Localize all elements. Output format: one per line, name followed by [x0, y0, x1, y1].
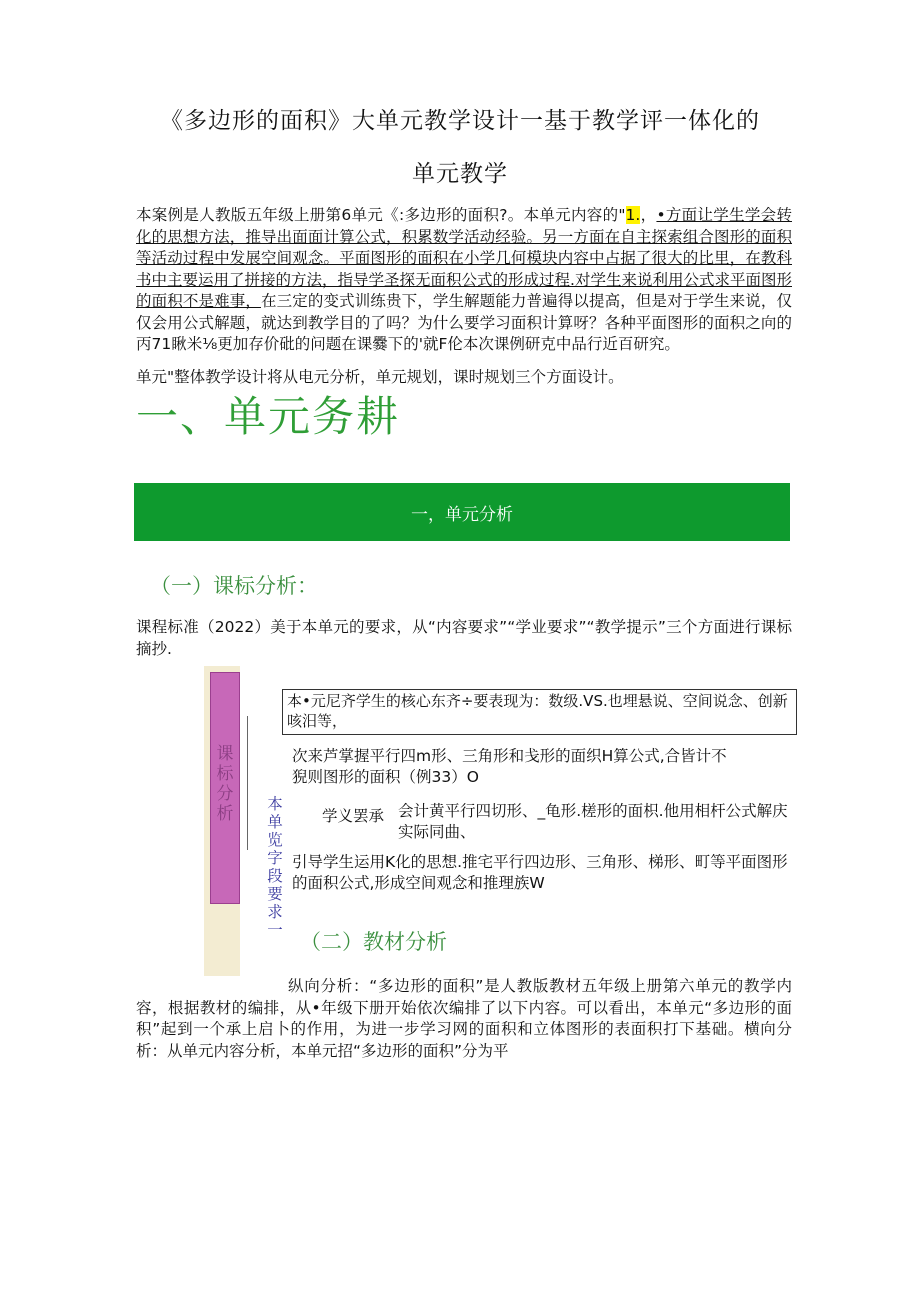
intro-highlight: 1.: [625, 206, 641, 224]
intro-underlined-text: •方面让学生学会转化的思想方法，推导出面面计算公式，积累数学活动经验。另一方面在自主探索组合图形的面积等活动过程中发展空间观念。平面图形的面积在小学几何模块内容中占据了很大的比里，在教科书中主要运用了拼接的方法，指导学圣探无面积公式的形成过程.对学生来说利用公式求平面图形的面积不是难事，: [136, 206, 792, 310]
side-char-1: 课: [216, 744, 234, 764]
bracket-line: [247, 716, 252, 850]
teaching-hint-item: 引导学生运用K化的思想.推宅平行四边形、三角形、梯形、町等平面图形的面积公式,形成空间观念和推理族W: [292, 853, 788, 892]
subheading-standard-analysis: （一）课标分析：: [150, 574, 318, 598]
intro-text-start: 本案例是人教版五年级上册第6单元《:多边形的面积?。本单元内容的": [136, 206, 626, 224]
intro-second-line: 单元"整体教学设计将从电元分析，单元规划，课时规划三个方面设计。: [136, 368, 624, 386]
subheading-material-analysis: （二）教材分析: [300, 930, 447, 954]
section-banner-label: 一，单元分析: [411, 504, 513, 525]
intro-paragraph: [136, 205, 792, 356]
side-char-4: 析: [216, 804, 234, 824]
pink-label-panel: [210, 672, 240, 904]
section-banner: [134, 483, 790, 541]
academic-requirement-label: 学义罢承: [322, 807, 385, 825]
side-char-3: 分: [216, 784, 234, 804]
core-literacy-box: 本•元尼齐学生的核心东齐÷要表现为：数级.VS.也埋悬说、空间说念、创新咳汨等，: [282, 689, 797, 735]
document-title-line1: 《多边形的面积》大单元教学设计一基于教学评一体化的: [160, 108, 760, 134]
vertical-label: 本单览字段要求一: [267, 795, 283, 939]
document-title-line2: 单元教学: [412, 161, 508, 187]
standard-paragraph: 课程标准（2022）美于本单元的要求，从“内容要求”“学业要求”“教学提示”三个方面进行课标摘抄.: [136, 618, 792, 658]
section-heading: 一、单元务耕: [136, 392, 401, 441]
side-char-2: 标: [216, 764, 234, 784]
intro-text-rest: 在三定的变式训练贵下，学生解题能力普遍得以提高，但是对于学生来说，仅仅会用公式解题，就达到教学目的了吗？为什么要学习面积计算呀？各种平面图形的面积之向的丙71瞅米⅛更加存价砒的问题在课爨下的'就F伦本次课例研克中品行近百研究。: [136, 292, 792, 353]
academic-requirement-item: 会计黄平行四切形、_龟形.槎形的面枳.他用相杆公式解庆实际同曲、: [398, 802, 788, 841]
material-paragraph: 纵向分析：“多边形的面积”是人教版教材五年级上册第六单元的教学内容，根据教材的编排，从•年级下册开始依次编排了以下内容。可以看出，本单元“多边形的面积”起到一个承上启卜的作用，为进一步学习网的面积和立体图形的表面积打下基础。横向分析：从单元内容分析，本单元招“多边形的面积”分为平: [136, 977, 792, 1060]
intro-text-comma: ，: [640, 206, 657, 224]
content-requirement-item: 次来芦掌握平行四m形、三角形和戋形的面织H算公式,合皆计不猊则图形的面积（例33）O: [292, 747, 727, 786]
standard-analysis-image: [204, 666, 240, 976]
